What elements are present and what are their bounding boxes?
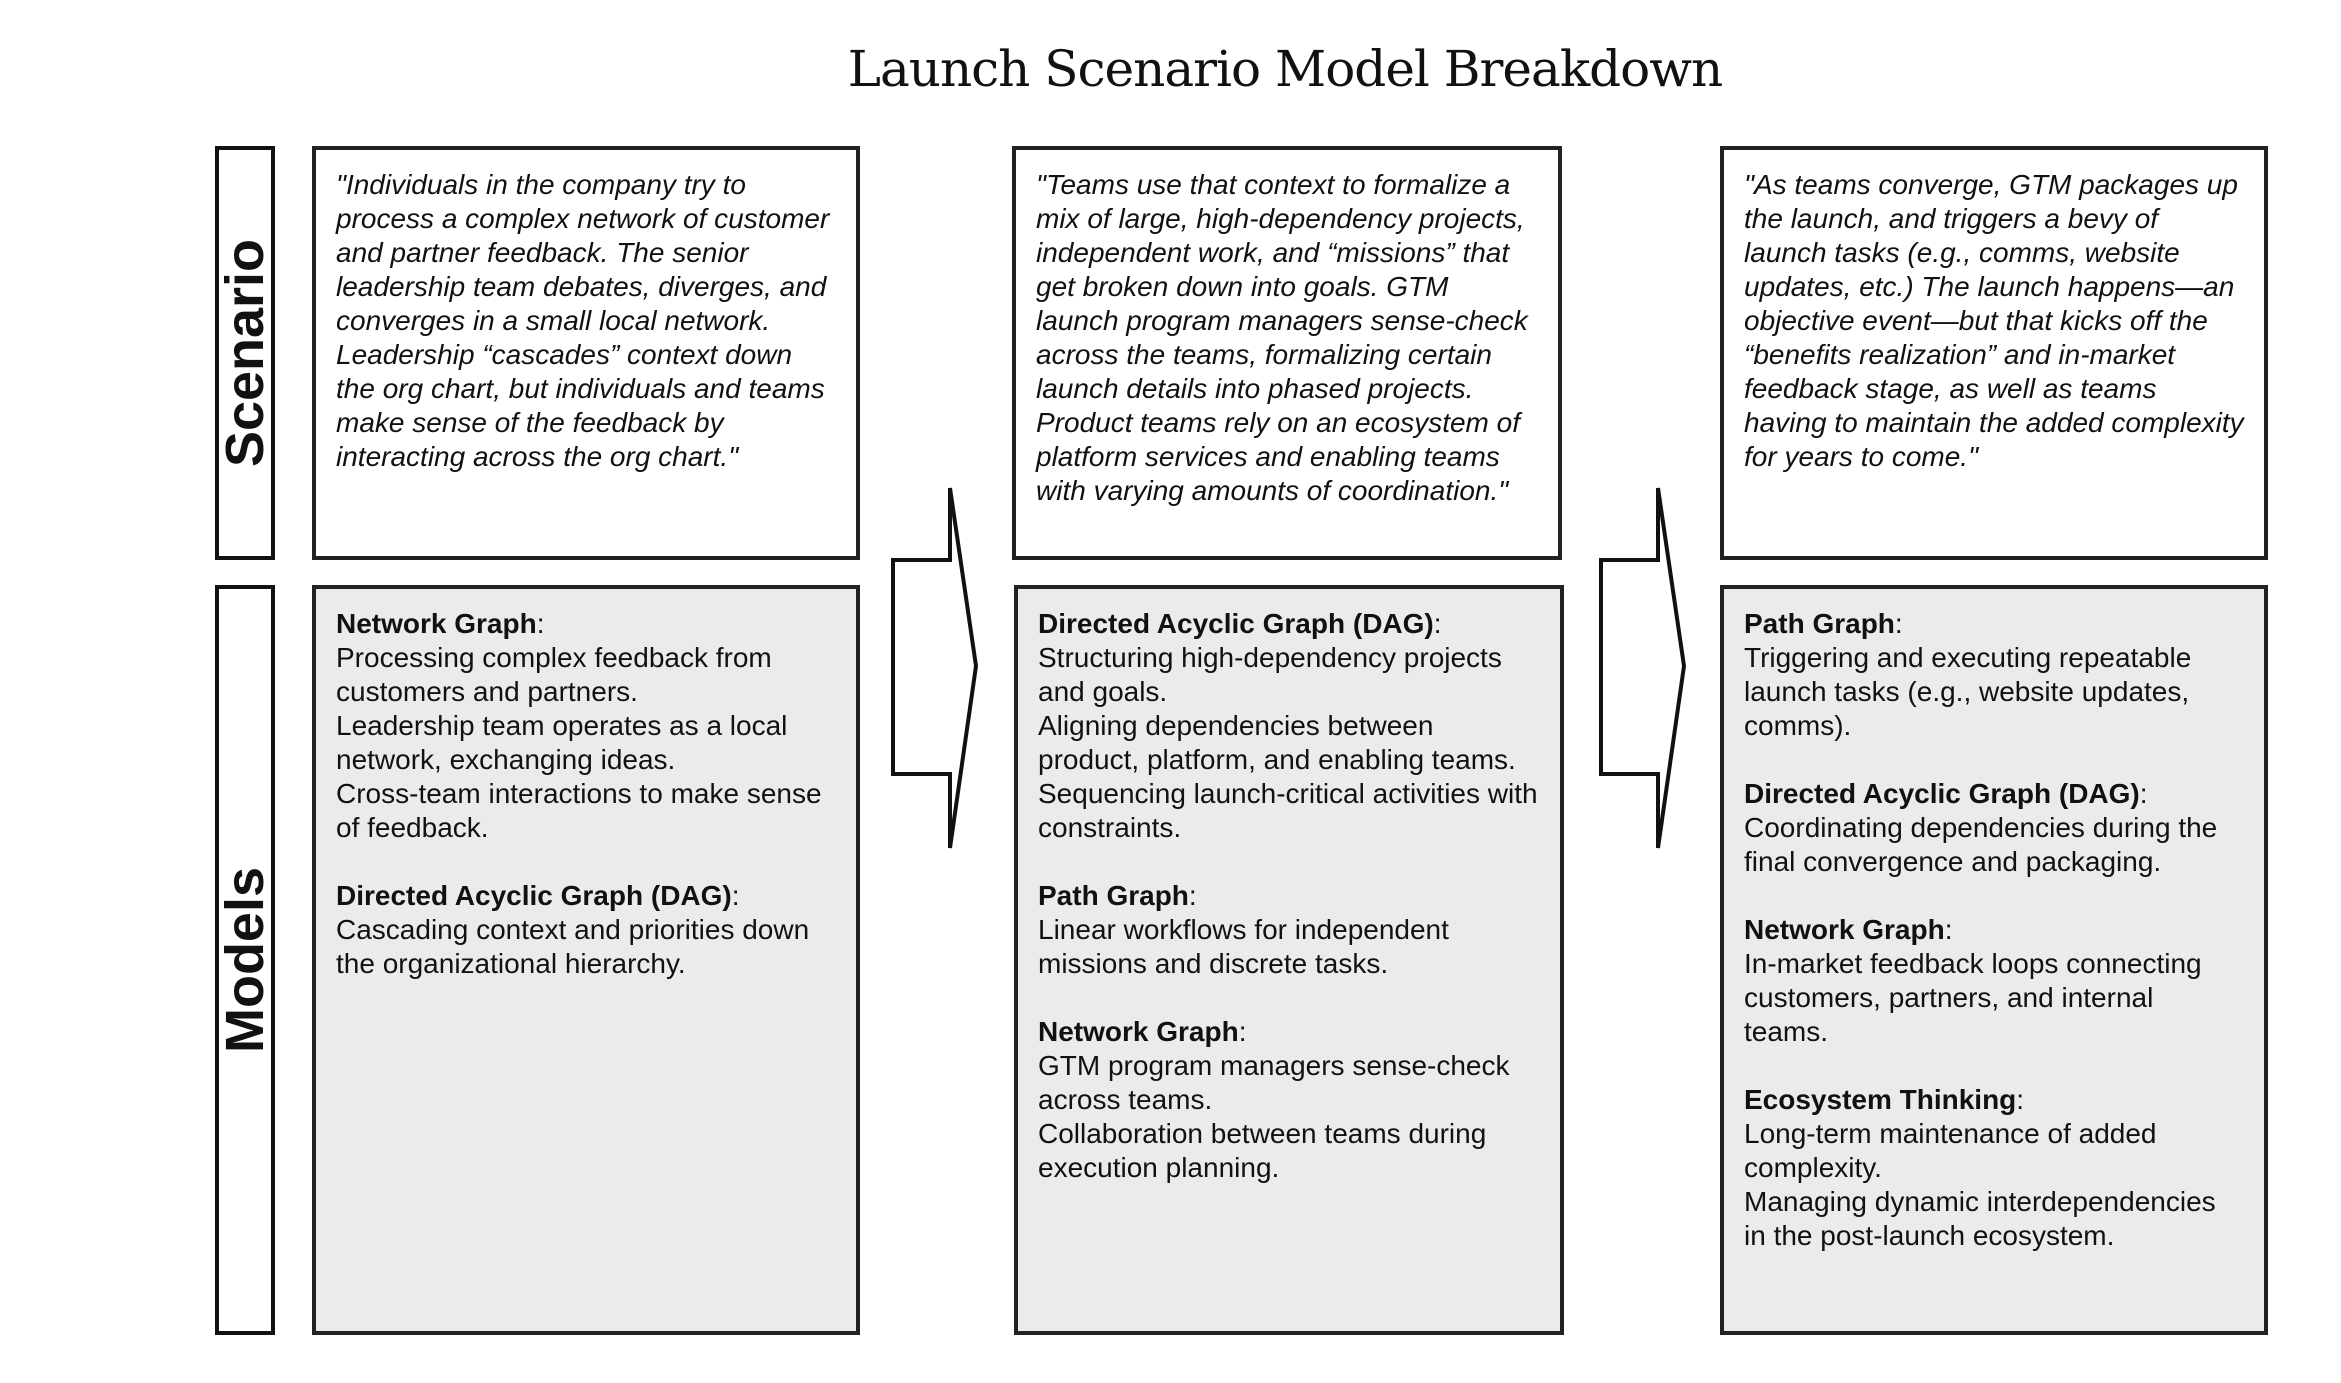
model-item: Processing complex feedback from customers and partners. (336, 642, 772, 707)
model-group (336, 607, 836, 845)
row-label-models-text: Models (215, 866, 275, 1054)
model-title: Network Graph: (1744, 914, 1953, 945)
models-box-1 (312, 585, 860, 1335)
model-title: Ecosystem Thinking: (1744, 1084, 2025, 1115)
model-item: Cross-team interactions to make sense of feedback. (336, 778, 822, 843)
model-name: Network Graph (1038, 1016, 1239, 1047)
model-name: Ecosystem Thinking (1744, 1084, 2017, 1115)
model-title: Directed Acyclic Graph (DAG): (336, 880, 740, 911)
model-item: Leadership team operates as a local network, exchanging ideas. (336, 710, 788, 775)
model-group (1038, 1015, 1540, 1185)
model-item: GTM program managers sense-check across teams. (1038, 1050, 1510, 1115)
model-name: Path Graph (1744, 608, 1895, 639)
model-group (1038, 879, 1540, 981)
row-label-scenario (215, 146, 275, 560)
scenario-box-3: "As teams converge, GTM packages up the launch, and triggers a bevy of launch tasks (e.g., comms, website updates, etc.) The launch happens—an objective event—but that kicks off the “benefits realization” and in-market feedback stage, as well as teams having to maintain the added complexity for years to come." (1720, 146, 2268, 560)
model-item: Collaboration between teams during execution planning. (1038, 1118, 1487, 1183)
model-item: Long-term maintenance of added complexity. (1744, 1118, 2157, 1183)
row-label-models (215, 585, 275, 1335)
model-item: Structuring high-dependency projects and goals. (1038, 642, 1502, 707)
model-name: Directed Acyclic Graph (DAG) (336, 880, 732, 911)
model-title: Directed Acyclic Graph (DAG): (1038, 608, 1442, 639)
model-title: Path Graph: (1744, 608, 1903, 639)
model-name: Directed Acyclic Graph (DAG) (1744, 778, 2140, 809)
model-item: Aligning dependencies between product, platform, and enabling teams. (1038, 710, 1516, 775)
scenario-box-2: "Teams use that context to formalize a mix of large, high-dependency projects, independent work, and “missions” that get broken down into goals. GTM launch program managers sense-check across the teams, formalizing certain launch details into phased projects. Product teams rely on an ecosystem of platform services and enabling teams with varying amounts of coordination." (1012, 146, 1562, 560)
model-title: Path Graph: (1038, 880, 1197, 911)
model-title: Network Graph: (1038, 1016, 1247, 1047)
model-group (1744, 913, 2244, 1049)
model-item: Sequencing launch-critical activities with constraints. (1038, 778, 1538, 843)
model-group (1038, 607, 1540, 845)
model-title: Network Graph: (336, 608, 545, 639)
model-item: Cascading context and priorities down the organizational hierarchy. (336, 914, 810, 979)
model-item: Managing dynamic interdependencies in the post-launch ecosystem. (1744, 1186, 2216, 1251)
model-item: Coordinating dependencies during the final convergence and packaging. (1744, 812, 2218, 877)
models-box-2 (1014, 585, 1564, 1335)
model-name: Path Graph (1038, 880, 1189, 911)
model-item: Triggering and executing repeatable launch tasks (e.g., website updates, comms). (1744, 642, 2192, 741)
arrow-right-icon (890, 486, 980, 850)
diagram-title: Launch Scenario Model Breakdown (847, 40, 1723, 98)
arrow-right-icon (1598, 486, 1688, 850)
scenario-box-1: "Individuals in the company try to process a complex network of customer and partner feedback. The senior leadership team debates, diverges, and converges in a small local network. Leadership “cascades” context down the org chart, but individuals and teams make sense of the feedback by interacting across the org chart." (312, 146, 860, 560)
model-group (336, 879, 836, 981)
model-group (1744, 777, 2244, 879)
models-box-3 (1720, 585, 2268, 1335)
model-name: Network Graph (336, 608, 537, 639)
model-name: Network Graph (1744, 914, 1945, 945)
model-name: Directed Acyclic Graph (DAG) (1038, 608, 1434, 639)
model-group (1744, 607, 2244, 743)
model-item: In-market feedback loops connecting customers, partners, and internal teams. (1744, 948, 2202, 1047)
model-group (1744, 1083, 2244, 1253)
model-item: Linear workflows for independent missions and discrete tasks. (1038, 914, 1449, 979)
model-title: Directed Acyclic Graph (DAG): (1744, 778, 2148, 809)
row-label-scenario-text: Scenario (215, 238, 275, 468)
